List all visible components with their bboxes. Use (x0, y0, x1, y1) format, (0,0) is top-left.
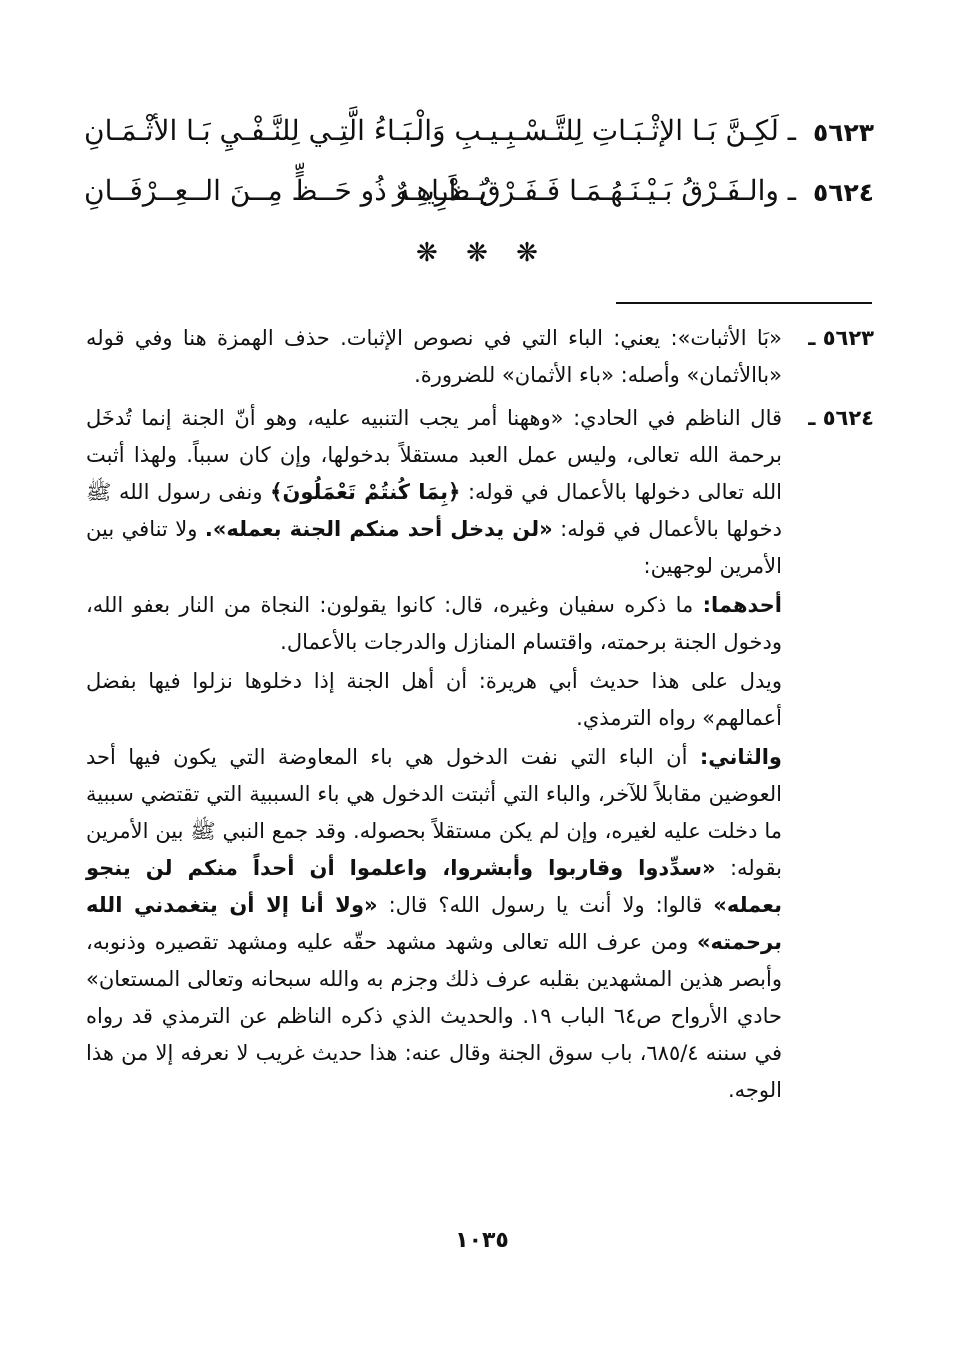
verse-second-hemistich: يَــدْرِيــه ذُو حَــظٍّ مِــنَ الــعِــرْفَــانِ (84, 174, 488, 207)
footnote-5624 (86, 400, 874, 1109)
paragraph-lead: والثاني: (699, 745, 782, 769)
footnote-5623 (86, 320, 874, 394)
text-run: قالوا: ولا أنت يا رسول الله؟ قال: (388, 893, 703, 917)
hadith-quote: «ولا أنا إلا أن يتغمدني الله برحمته» (86, 893, 782, 954)
footnotes (86, 318, 874, 1109)
footnote-paragraph (86, 739, 782, 1109)
footnote-paragraph (86, 400, 782, 585)
verse-number: ٥٦٢٣ (812, 118, 874, 147)
footnote-divider (616, 302, 872, 304)
quran-quote: ﴿بِمَا كُنتُمْ تَعْمَلُونَ﴾ (270, 480, 461, 504)
text-run: أن الباء التي نفت الدخول هي باء المعاوضة التي يكون فيها أحد العوضين مقابلاً للآخر، والباء التي أثبتت الدخول هي باء السببية التي تقتضي سببية ما دخلت عليه لغيره، وإن لم يكن مستقلاً بحصوله. وقد جمع النبي ﷺ بين الأمرين بقوله: (86, 745, 782, 880)
footnote-number: ٥٦٢٣ ـ (808, 326, 874, 350)
text-run: ومن عرف الله تعالى وشهد مشهد حقّه عليه ومشهد تقصيره وذنوبه، وأبصر هذين المشهدين بقلبه عرف ذلك وجزم به والله سبحانه وتعالى المستعان» حادي الأرواح ص٦٤ الباب ١٩. والحديث الذي ذكره الناظم عن الترمذي قد رواه في سننه ٦٨٥/٤، باب سوق الجنة وقال عنه: هذا حديث غريب لا نعرفه إلا من هذا الوجه. (86, 930, 783, 1102)
hadith-quote: «لن يدخل أحد منكم الجنة بعمله». (204, 517, 553, 541)
text-run: ولا تنافي بين الأمرين لوجهين: (86, 517, 782, 578)
footnote-number: ٥٦٢٤ ـ (808, 406, 874, 430)
verse-5624 (84, 170, 874, 220)
verse-5623 (84, 110, 874, 160)
text-run: ونفى رسول الله ﷺ دخولها بالأعمال في قوله: (86, 480, 782, 541)
paragraph-lead: أحدهما: (702, 593, 782, 617)
verse-first-hemistich: ـ والـفَـرْقُ بَـيْـنَـهُـمَـا فَـفَـرْقٌ ظَـاهِـرٌ (392, 174, 796, 207)
footnote-paragraph (86, 663, 782, 737)
footnote-paragraph: «بَا الأثبات»: يعني: الباء التي في نصوص الإثبات. حذف الهمزة هنا وفي قوله «باالأثمان» وأصله: «باء الأثمان» للضرورة. (86, 326, 782, 387)
hadith-quote: «سدِّدوا وقاربوا وأبشروا، واعلموا أن أحداً منكم لن ينجو بعمله» (86, 856, 782, 917)
verse-first-hemistich: ـ لَكِـنَّ بَـا الإثْـبَـاتِ لِلتَّـسْـبِـيـبِ وَالْـ (407, 114, 796, 147)
text-run: ويدل على هذا حديث أبي هريرة: أن أهل الجنة إذا دخلوها نزلوا فيها بفضل أعمالهم» رواه الترمذي. (86, 669, 782, 730)
verse-number: ٥٦٢٤ (812, 178, 874, 207)
footnote-paragraph (86, 587, 782, 661)
verse-second-hemistich: بَـاءُ الَّتِـي لِلنَّـفْـيِ بَـا الأثْـمَـانِ (84, 114, 412, 147)
text-run: ما ذكره سفيان وغيره، قال: كانوا يقولون: النجاة من النار بعفو الله، ودخول الجنة برحمته، واقتسام المنازل والدرجات بالأعمال. (86, 593, 782, 654)
text-run: قال الناظم في الحادي: «وههنا أمر يجب التنبيه عليه، وهو أنّ الجنة إنما تُدخَل برحمة الله تعالى، وليس عمل العبد مستقلاً بدخولها، وإن كان سبباً. ولهذا أثبت الله تعالى دخولها بالأعمال في قوله: (86, 406, 782, 504)
page-number: ١٠٣٥ (455, 1228, 509, 1253)
section-separator: ❋ ❋ ❋ (416, 238, 548, 268)
